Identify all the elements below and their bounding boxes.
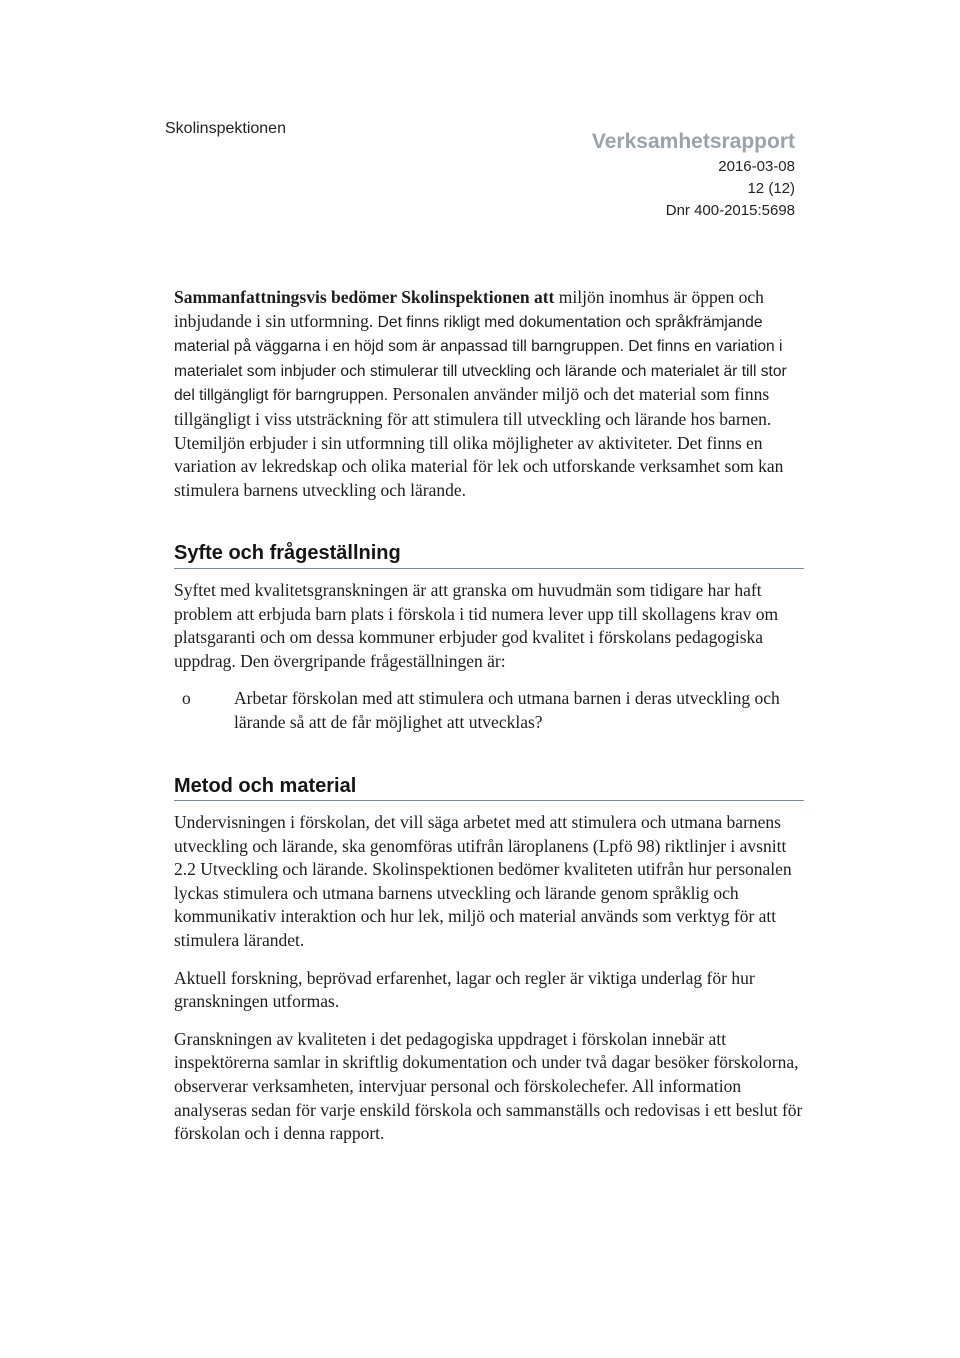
dnr-number: Dnr 400-2015:5698 [665,202,795,219]
page-number: 12 (12) [747,180,795,197]
report-title: Verksamhetsrapport [591,130,795,153]
report-date: 2016-03-08 [718,158,795,175]
header-org: Skolinspektionen [165,120,286,137]
intro-text-1: miljön inomhus är öppen och inbjudande i sin utformning. [174,287,764,331]
bullet-text: Arbetar förskolan med att stimulera och utmana barnen i deras utveckling och lärande så att de får möjlighet att utvecklas? [234,688,780,732]
metod-paragraph-1: Undervisningen i förskolan, det vill säga arbetet med att stimulera och utmana barnens utveckling och lärande, ska genomföras utifrån läroplanens (Lpfö 98) riktlinjer i avsnitt 2.2 Utveckling och lärande. Skolinspektionen bedömer kvaliteten utifrån hur personalen lyckas stimulera och utmana barnens utveckling och lärande genom språklig och kommunikativ interaktion och hur lek, miljö och material används som verktyg för att stimulera lärandet. [174,812,792,951]
body-content [174,286,804,1160]
section-heading-syfte: Syfte och frågeställning [174,542,804,569]
intro-text-sans: Det finns rikligt med dokumentation och språkfrämjande material på väggarna i en höjd som är anpassad till barngruppen. Det finns en variation i materialet som inbjuder och stimulerar till utveckling och lärande och materialet är till stor del tillgängligt för barngruppen. [174,313,787,405]
intro-bold-lead: Sammanfattningsvis bedömer Skolinspektionen att [174,287,555,307]
section-heading-metod: Metod och material [174,775,804,802]
metod-paragraph-2: Aktuell forskning, beprövad erfarenhet, lagar och regler är viktiga underlag för hur granskningen utformas. [174,967,755,1012]
syfte-paragraph: Syftet med kvalitetsgranskningen är att granska om huvudmän som tidigare har haft problem att erbjuda barn plats i förskola i tid numera lever upp till skollagens krav om platsgaranti och om dessa kommuner erbjuder god kvalitet i förskolans pedagogiska uppdrag. Den övergripande frågeställningen är: [174,579,779,671]
header-block [592,128,795,222]
intro-paragraph [174,286,804,502]
list-item [174,687,804,734]
bullet-marker: o [182,688,191,709]
intro-text-2: Personalen använder miljö och det material som finns tillgängligt i viss utsträckning för att stimulera till utveckling och lärande hos barnen. Utemiljön erbjuder i sin utformning till olika möjligheter av aktiviteter. Det finns en variation av lekredskap och olika material för lek och utforskande verksamhet som kan stimulera barnens utveckling och lärande. [174,384,784,500]
metod-paragraph-3: Granskningen av kvaliteten i det pedagogiska uppdraget i förskolan innebär att inspektörerna samlar in skriftlig dokumentation och under två dagar besöker förskolorna, observerar verksamheten, intervjuar personal och förskolechefer. All information analyseras sedan för varje enskild förskola och sammanställs och redovisas i ett beslut för förskolan och i denna rapport. [174,1028,803,1144]
